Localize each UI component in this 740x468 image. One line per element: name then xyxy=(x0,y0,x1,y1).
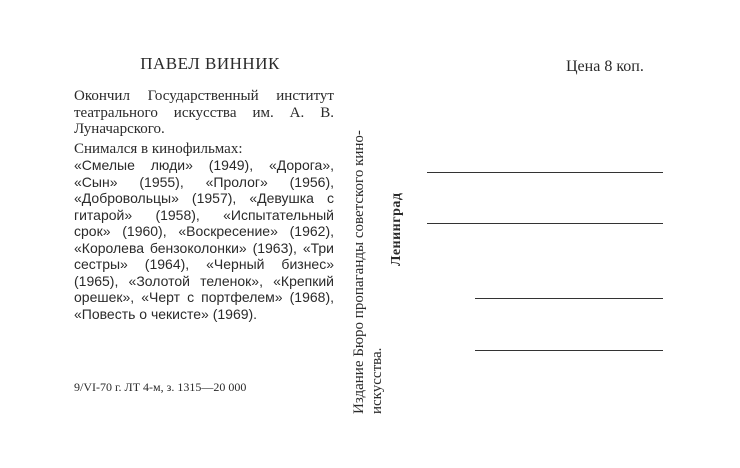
address-line-1 xyxy=(427,172,663,173)
publisher-line-1: Издание Бюро пропаганды советского кино- xyxy=(351,130,367,414)
publisher-line-2: искусства. xyxy=(369,347,385,414)
address-line-2 xyxy=(427,223,663,224)
biography-text: Окончил Государственный институт театрального искусства им. А. В. Луначарского. xyxy=(74,88,334,137)
address-line-4 xyxy=(475,350,663,351)
print-info: 9/VI-70 г. ЛТ 4-м, з. 1315—20 000 xyxy=(74,380,247,394)
filmography-list: «Смелые люди» (1949), «Дорога», «Сын» (1955), «Пролог» (1956), «Добровольцы» (1957), «Девушка с гитарой» (1958), «Испытательный срок» (1960), «Воскресение» (1962), «Королева бензоколонки» (1963), «Три сестры» (1964), «Черный бизнес» (1965), «Золотой теленок», «Крепкий орешек», «Черт с портфелем» (1968), «Повесть о чекисте» (1969). xyxy=(74,157,334,322)
price-label: Цена 8 коп. xyxy=(566,58,644,75)
filmography-heading: Снимался в кинофильмах: xyxy=(74,141,243,157)
city-label: Ленинград xyxy=(389,192,404,266)
address-line-3 xyxy=(475,298,663,299)
actor-name-title: ПАВЕЛ ВИННИК xyxy=(140,54,280,73)
